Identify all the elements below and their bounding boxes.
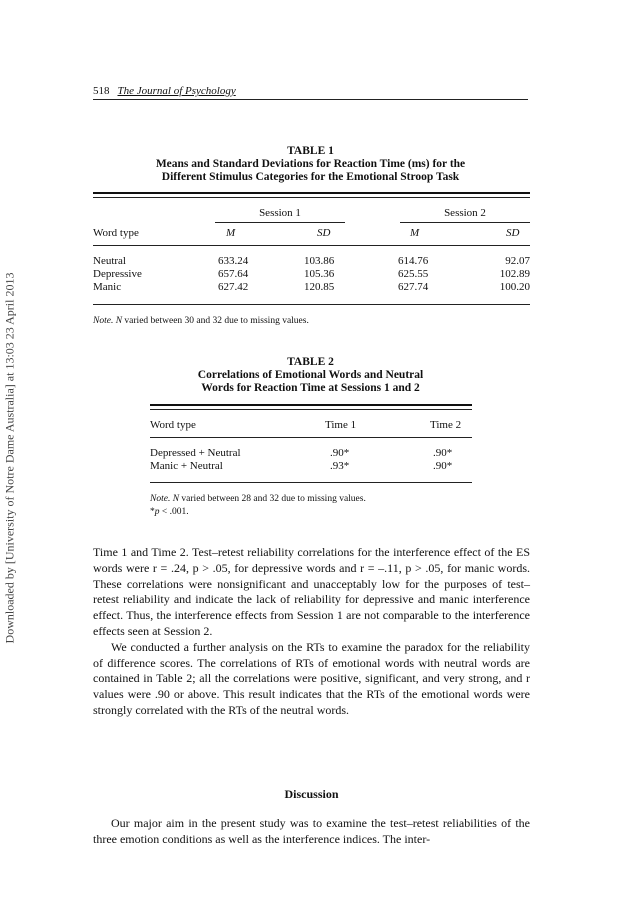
row-s1-sd: 103.86 (304, 255, 335, 267)
table2-note (150, 493, 366, 505)
table1-note (93, 315, 309, 327)
table2-top-rule-thin (150, 409, 472, 410)
table2-note-p-symbol: p (154, 507, 160, 517)
discussion-heading: Discussion (284, 787, 339, 801)
paragraph-1: Time 1 and Time 2. Test–retest reliability correlations for the interference effect of the ES words were r = .24, p > .05, for depressive words and r = –.11, p > .05, for manic words. These correlations were nonsignificant and unacceptably low for the purposes of test–retest reliability and indicate the lack of reliability for depressive and manic interference effect. Thus, the interference effects from Session 1 are not comparable to the interference effects seen at Session 2. (93, 545, 530, 638)
row-s1-sd: 105.36 (304, 268, 335, 280)
download-sidebar-note (3, 238, 16, 678)
row-s1-m: 657.64 (218, 268, 249, 280)
table2-note-text: varied between 28 and 32 due to missing values. (181, 494, 366, 504)
table1-label: TABLE 1 (287, 145, 334, 157)
table2-title-line1: Correlations of Emotional Words and Neutral (197, 369, 424, 381)
body-text (93, 545, 530, 719)
running-header (93, 84, 528, 100)
journal-title: The Journal of Psychology (117, 85, 236, 97)
table1-col-s1-sd: SD (317, 227, 331, 239)
table1-col-word-type: Word type (93, 227, 139, 239)
table2-col-time1: Time 1 (325, 419, 357, 431)
row-time2: .90* (433, 447, 453, 459)
row-s2-m: 627.74 (398, 281, 429, 293)
table1-title-line2: Different Stimulus Categories for the Emotional Stroop Task (161, 171, 460, 183)
table1-col-s1-m: M (226, 227, 236, 239)
row-s2-sd: 100.20 (499, 281, 530, 293)
row-word-type: Neutral (93, 255, 126, 267)
table1-col-s2-m: M (410, 227, 420, 239)
table1-session1-header: Session 1 (259, 207, 301, 219)
table2-col-word-type: Word type (150, 419, 196, 431)
table2-note-p-text: < .001. (161, 507, 189, 517)
row-time1: .90* (330, 447, 350, 459)
row-word-type: Depressive (93, 268, 142, 280)
table2-top-rule (150, 404, 472, 406)
table1-note-label: Note. (93, 316, 114, 326)
row-s2-m: 625.55 (398, 268, 429, 280)
row-s1-m: 627.42 (218, 281, 249, 293)
table2-header-rule (150, 437, 472, 438)
table1-session2-header: Session 2 (444, 207, 486, 219)
table2-note-p: *p < .001. (150, 507, 189, 517)
row-s1-m: 633.24 (218, 255, 249, 267)
row-s2-m: 614.76 (398, 255, 429, 267)
table2-bottom-rule (150, 482, 472, 483)
table1-col-s2-sd: SD (506, 227, 520, 239)
row-s1-sd: 120.85 (304, 281, 335, 293)
table1-title-line1: Means and Standard Deviations for Reaction Time (ms) for the (155, 158, 466, 170)
table1-note-text: varied between 30 and 32 due to missing values. (124, 316, 309, 326)
table1-note-n: N (115, 316, 123, 326)
paragraph-2: We conducted a further analysis on the RTs to examine the paradox for the reliability of difference scores. The correlations of RTs of emotional words with neutral words are contained in Table 2; all the correlations were positive, significant, and very strong, and r values were .90 or above. This result indicates that the RTs of the emotional words were strongly correlated with the RTs of the neutral words. (93, 639, 530, 717)
row-word-type: Manic + Neutral (150, 460, 223, 472)
download-note-text: Downloaded by [University of Notre Dame Australia] at 13:03 23 April 2013 (2, 272, 16, 644)
table2-label: TABLE 2 (287, 356, 334, 368)
row-word-type: Depressed + Neutral (150, 447, 241, 459)
row-s2-sd: 102.89 (499, 268, 530, 280)
page-number: 518 (93, 85, 110, 97)
table2-col-time2: Time 2 (430, 419, 462, 431)
table1-header-rule (93, 245, 530, 246)
table1-top-rule (93, 192, 530, 194)
table2-note-n: N (172, 494, 180, 504)
table2-title-line2: Words for Reaction Time at Sessions 1 and 2 (201, 382, 420, 394)
row-s2-sd: 92.07 (505, 255, 530, 267)
row-time2: .90* (433, 460, 453, 472)
row-word-type: Manic (93, 281, 122, 293)
table2-note-label: Note. (150, 494, 171, 504)
table1-top-rule-thin (93, 197, 530, 198)
table1-session2-rule (400, 222, 530, 223)
table1-session1-rule (215, 222, 345, 223)
table1-bottom-rule (93, 304, 530, 305)
row-time1: .93* (330, 460, 350, 472)
discussion-text (93, 816, 530, 848)
paragraph-3: Our major aim in the present study was to examine the test–retest reliabilities of the three emotion conditions as well as the interference indices. The inter- (93, 816, 530, 846)
